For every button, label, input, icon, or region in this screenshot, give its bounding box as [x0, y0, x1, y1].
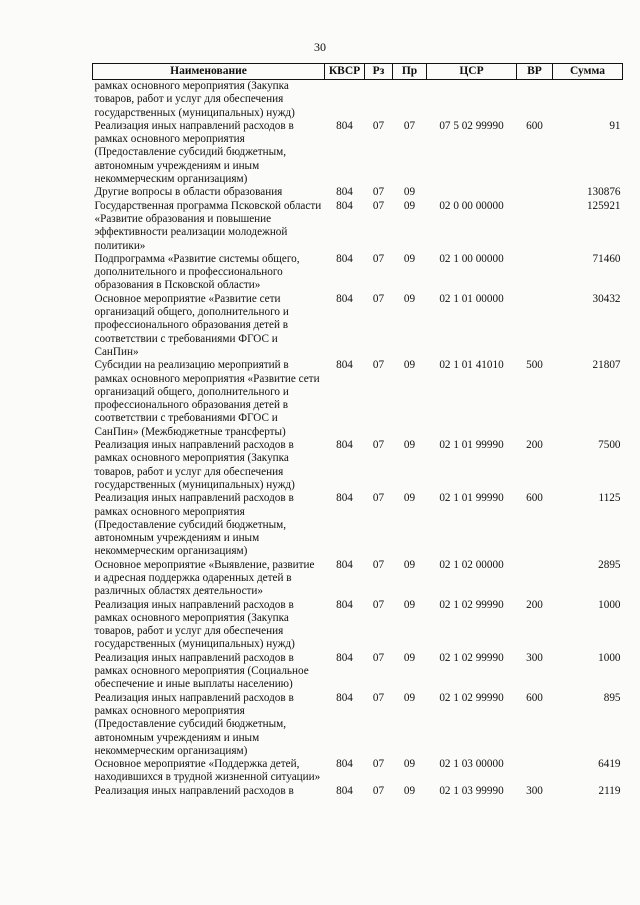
cell-name: рамках основного мероприятия (Закупка товаров, работ и услуг для обеспечения государственных (муниципальных) нужд) [94, 80, 295, 119]
cell-pr: 09 [403, 199, 416, 212]
table-row [93, 492, 623, 558]
cell-kvsr: 804 [336, 186, 353, 199]
cell-vr: 300 [526, 651, 543, 664]
cell-rz: 07 [372, 292, 385, 305]
cell-kvsr: 804 [336, 758, 353, 771]
cell-csr: 02 1 01 99990 [439, 439, 504, 452]
cell-kvsr: 804 [336, 691, 353, 704]
cell-csr: 02 1 02 99990 [439, 691, 504, 704]
cell-sum: 125921 [586, 199, 621, 212]
cell-pr: 09 [403, 558, 416, 571]
cell-vr: 500 [526, 359, 543, 372]
cell-name: Подпрограмма «Развитие системы общего, дополнительного и профессионального образования в Псковской области» [94, 252, 300, 292]
header-rz: Рз [365, 64, 393, 80]
cell-kvsr: 804 [336, 558, 353, 571]
table-row [93, 80, 623, 120]
cell-csr: 02 1 03 00000 [439, 758, 504, 771]
table-row [93, 439, 623, 492]
cell-vr: 200 [526, 439, 543, 452]
cell-name: Реализация иных направлений расходов в рамках основного мероприятия (Предоставление субсидий бюджетным, автономным учреждениям и иным некоммерческим организациям) [94, 119, 294, 186]
cell-pr: 09 [403, 359, 416, 372]
cell-csr [427, 186, 517, 199]
cell-name: Основное мероприятие «Развитие сети организаций общего, дополнительного и профессионального образования детей в соответствии с требованиями ФГОС и СанПин» [94, 292, 289, 358]
cell-csr: 02 1 02 99990 [439, 651, 504, 664]
cell-pr: 09 [403, 758, 416, 771]
cell-csr: 02 1 02 00000 [439, 558, 504, 571]
cell-vr: 600 [526, 492, 543, 505]
cell-pr [393, 80, 427, 120]
cell-rz: 07 [372, 359, 385, 372]
cell-rz: 07 [372, 598, 385, 611]
cell-pr: 09 [403, 186, 416, 199]
cell-sum: 71460 [592, 252, 621, 265]
cell-rz [365, 80, 393, 120]
table-body [93, 80, 623, 799]
cell-vr [517, 80, 553, 120]
header-name: Наименование [93, 64, 325, 80]
table-row [93, 359, 623, 439]
cell-sum: 2119 [598, 784, 621, 797]
cell-rz: 07 [372, 252, 385, 265]
header-kvsr: КВСР [325, 64, 365, 80]
table-row [93, 599, 623, 652]
cell-kvsr: 804 [336, 359, 353, 372]
cell-pr: 09 [403, 691, 416, 704]
cell-rz: 07 [372, 558, 385, 571]
cell-csr: 02 1 01 00000 [439, 292, 504, 305]
cell-pr: 09 [403, 784, 416, 797]
cell-pr: 09 [403, 439, 416, 452]
cell-rz: 07 [372, 651, 385, 664]
cell-kvsr: 804 [336, 119, 353, 132]
cell-sum: 1000 [598, 651, 621, 664]
cell-pr: 09 [403, 651, 416, 664]
cell-sum: 1125 [598, 492, 621, 505]
cell-sum: 130876 [586, 186, 621, 199]
cell-rz: 07 [372, 758, 385, 771]
cell-name: Реализация иных направлений расходов в рамках основного мероприятия (Предоставление субсидий бюджетным, автономным учреждениям и иным некоммерческим организациям) [94, 691, 294, 757]
cell-sum: 1000 [598, 598, 621, 611]
cell-vr [517, 200, 553, 253]
table-row [93, 253, 623, 293]
table-row [93, 692, 623, 758]
cell-kvsr: 804 [336, 439, 353, 452]
table-row [93, 758, 623, 785]
cell-name: Реализация иных направлений расходов в [94, 784, 294, 797]
cell-sum: 2895 [598, 558, 621, 571]
cell-pr: 07 [403, 119, 416, 132]
cell-vr [517, 758, 553, 785]
table-row [93, 200, 623, 253]
cell-name: Субсидии на реализацию мероприятий в рамках основного мероприятия «Развитие сети организаций общего, дополнительного и профессионального образования детей в соответствии с требованиями ФГОС и СанПин» (Межбюджетные трансферты) [94, 359, 320, 438]
cell-rz: 07 [372, 691, 385, 704]
cell-vr: 300 [526, 784, 543, 797]
cell-csr: 07 5 02 99990 [439, 119, 504, 132]
cell-rz: 07 [372, 119, 385, 132]
cell-csr: 02 1 02 99990 [439, 598, 504, 611]
cell-rz: 07 [372, 784, 385, 797]
page-number: 30 [314, 40, 326, 54]
table-row [93, 785, 623, 798]
table-row [93, 559, 623, 599]
cell-kvsr: 804 [336, 492, 353, 505]
cell-rz: 07 [372, 492, 385, 505]
cell-csr: 02 1 01 99990 [439, 492, 504, 505]
cell-csr: 02 1 00 00000 [439, 252, 504, 265]
cell-pr: 09 [403, 252, 416, 265]
cell-rz: 07 [372, 186, 385, 199]
table-header-row [93, 64, 623, 80]
table-row [93, 293, 623, 359]
cell-sum: 6419 [598, 758, 621, 771]
cell-sum: 30432 [592, 292, 621, 305]
table-row [93, 652, 623, 692]
cell-sum: 7500 [598, 439, 621, 452]
cell-sum: 91 [609, 119, 621, 132]
cell-csr: 02 1 01 41010 [439, 359, 504, 372]
cell-rz: 07 [372, 199, 385, 212]
cell-kvsr: 804 [336, 651, 353, 664]
cell-csr: 02 0 00 00000 [439, 199, 504, 212]
cell-kvsr: 804 [336, 252, 353, 265]
cell-rz: 07 [372, 439, 385, 452]
cell-vr [517, 186, 553, 199]
cell-vr: 600 [526, 119, 543, 132]
header-vr: ВР [517, 64, 553, 80]
cell-csr [427, 80, 517, 120]
cell-name: Реализация иных направлений расходов в рамках основного мероприятия (Социальное обеспечение и иные выплаты населению) [94, 651, 309, 691]
cell-name: Реализация иных направлений расходов в рамках основного мероприятия (Закупка товаров, работ и услуг для обеспечения государственных (муниципальных) нужд) [94, 598, 295, 651]
cell-vr [517, 253, 553, 293]
cell-sum: 895 [603, 691, 621, 704]
cell-kvsr: 804 [336, 784, 353, 797]
header-csr: ЦСР [427, 64, 517, 80]
cell-csr: 02 1 03 99990 [439, 784, 504, 797]
table-row [93, 120, 623, 186]
cell-name: Государственная программа Псковской области «Развитие образования и повышение эффективности реализации молодежной политики» [94, 199, 322, 252]
budget-table [92, 63, 623, 798]
header-pr: Пр [393, 64, 427, 80]
cell-sum: 21807 [592, 359, 621, 372]
table-row [93, 186, 623, 199]
cell-vr [517, 559, 553, 599]
cell-kvsr: 804 [336, 199, 353, 212]
cell-kvsr [325, 80, 365, 120]
cell-name: Реализация иных направлений расходов в рамках основного мероприятия (Предоставление субсидий бюджетным, автономным учреждениям и иным некоммерческим организациям) [94, 492, 294, 558]
header-sum: Сумма [553, 64, 623, 80]
cell-pr: 09 [403, 492, 416, 505]
cell-name: Другие вопросы в области образования [94, 186, 283, 199]
cell-kvsr: 804 [336, 598, 353, 611]
cell-name: Основное мероприятие «Выявление, развитие и адресная поддержка одаренных детей в различных областях деятельности» [94, 558, 315, 598]
cell-name: Основное мероприятие «Поддержка детей, находившихся в трудной жизненной ситуации» [94, 758, 321, 784]
cell-pr: 09 [403, 292, 416, 305]
cell-name: Реализация иных направлений расходов в рамках основного мероприятия (Закупка товаров, работ и услуг для обеспечения государственных (муниципальных) нужд) [94, 439, 295, 491]
cell-vr: 600 [526, 691, 543, 704]
cell-vr: 200 [526, 598, 543, 611]
cell-pr: 09 [403, 598, 416, 611]
cell-kvsr: 804 [336, 292, 353, 305]
cell-sum [553, 80, 623, 120]
cell-vr [517, 293, 553, 359]
